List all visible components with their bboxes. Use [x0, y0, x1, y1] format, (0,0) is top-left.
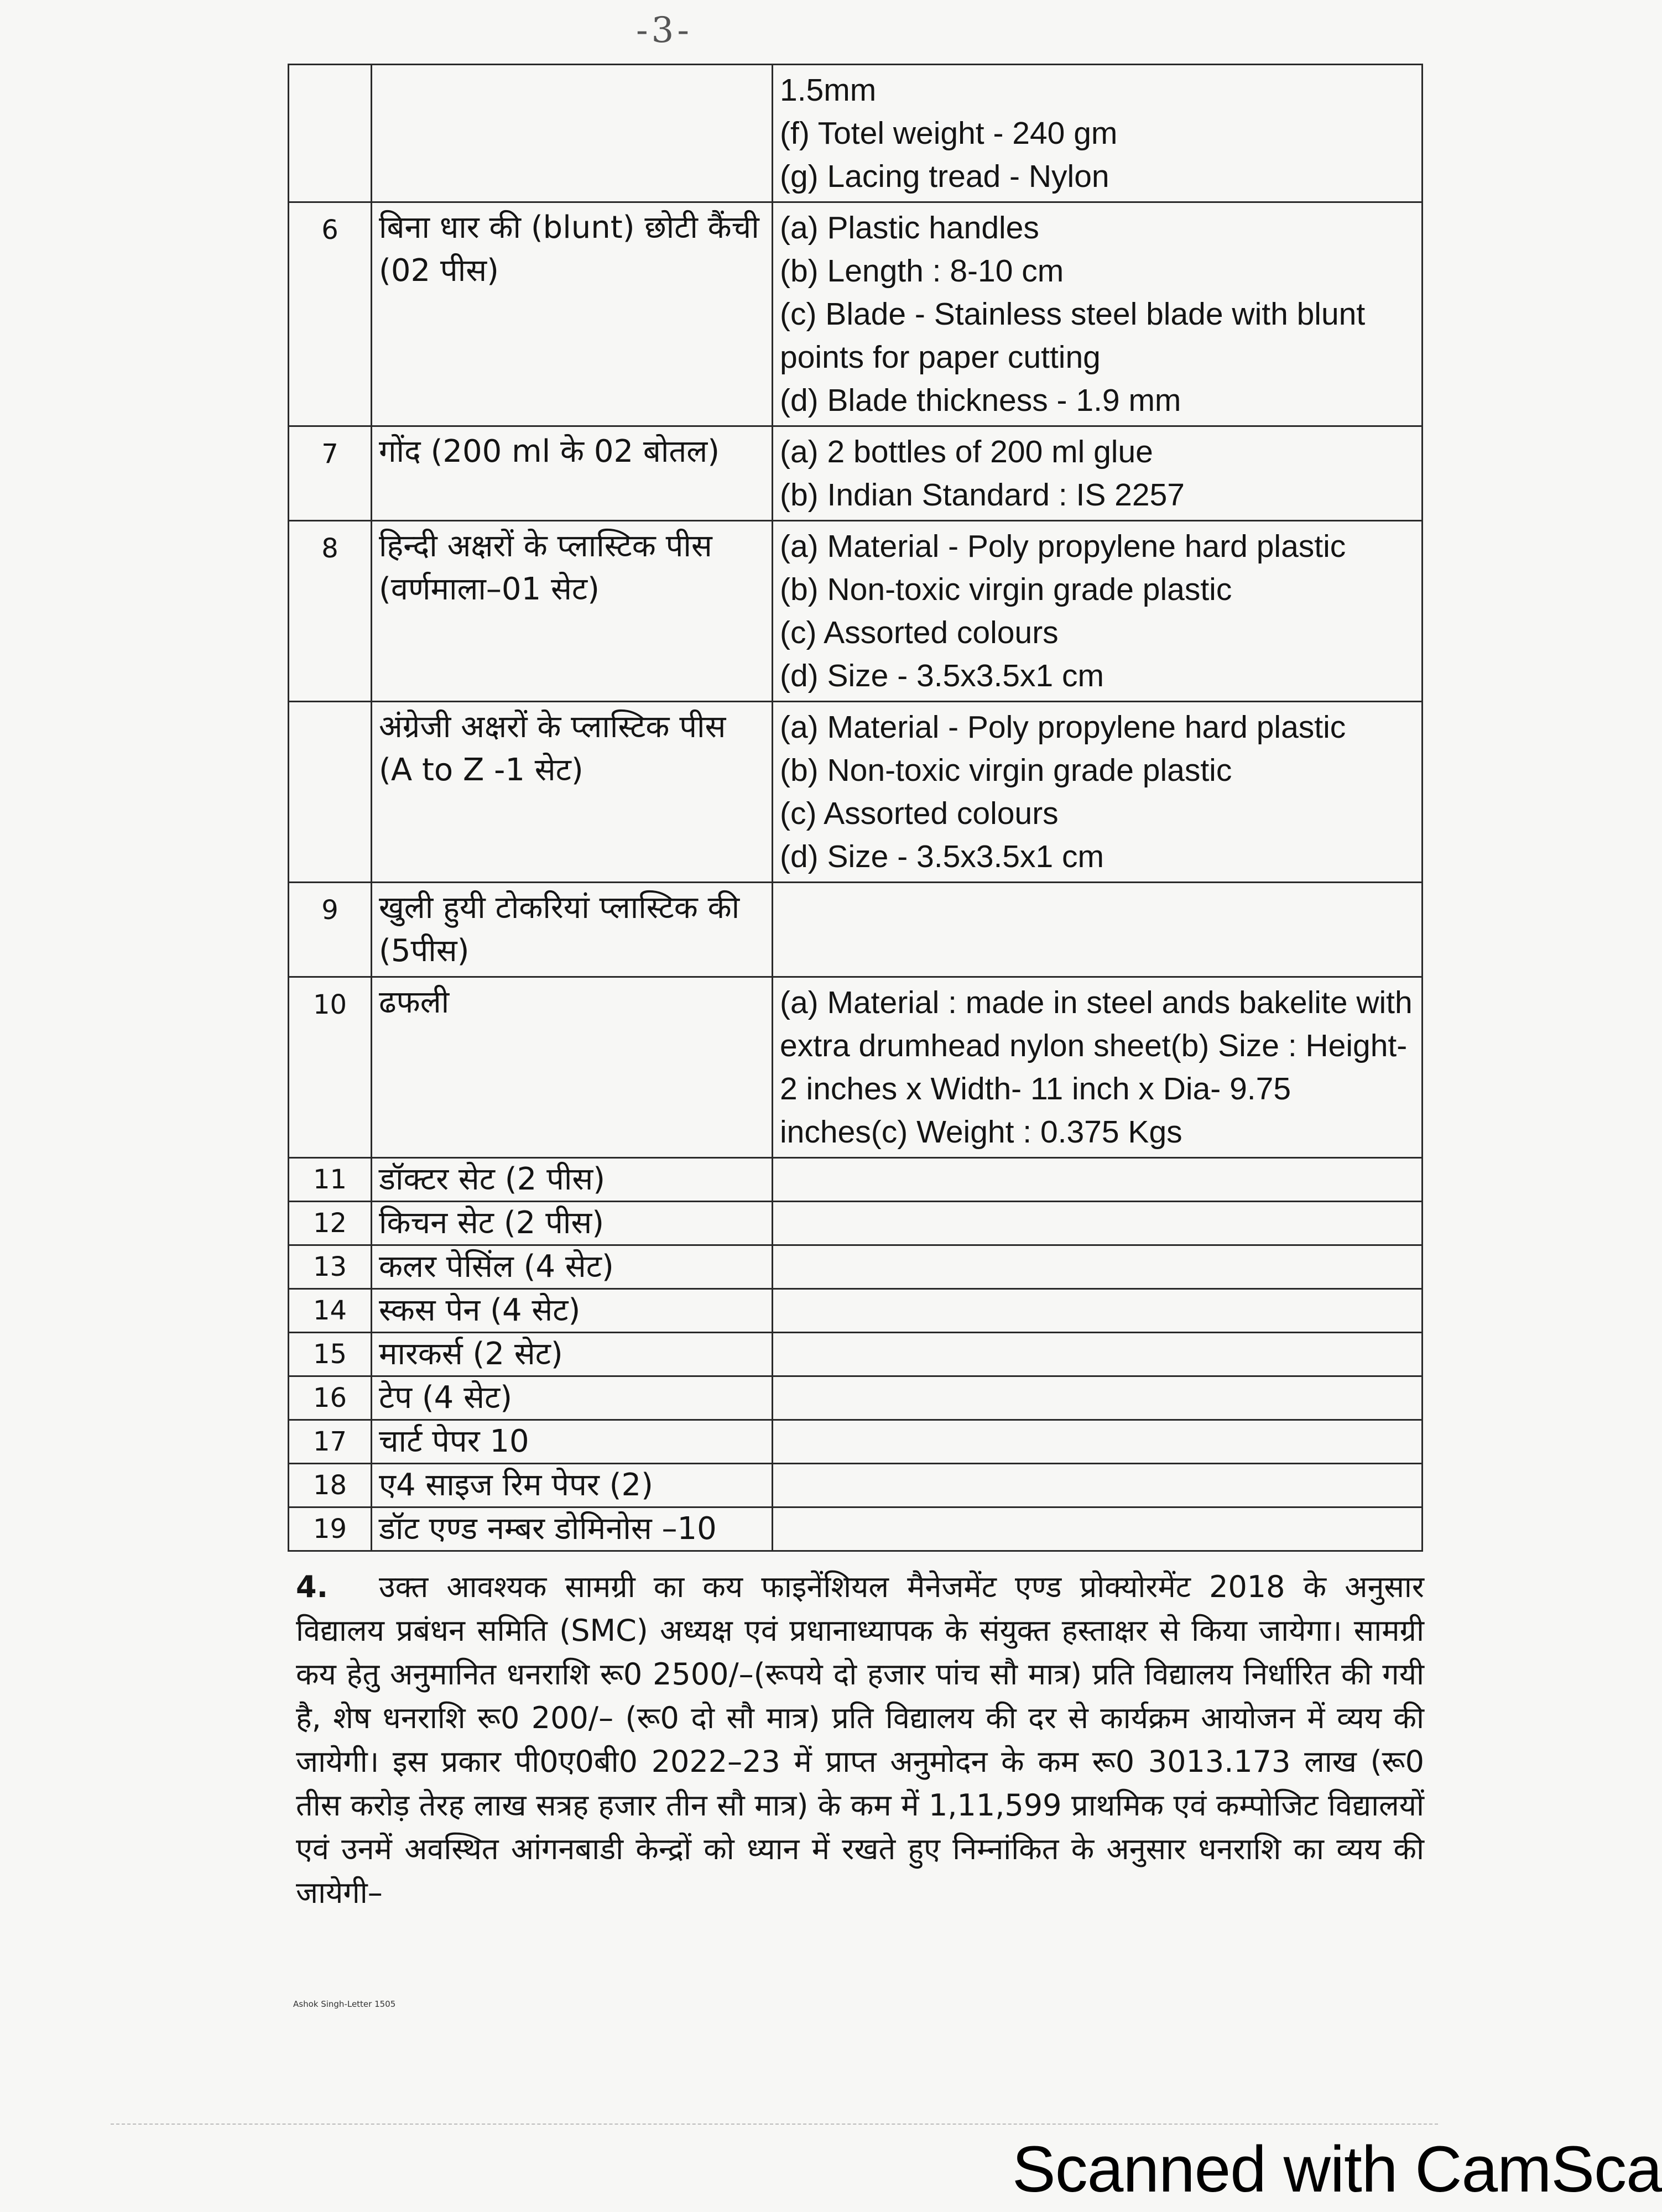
specification-cell [773, 1333, 1423, 1376]
item-name-cell [372, 1333, 773, 1376]
specification-cell [773, 521, 1423, 702]
specification-cell [773, 65, 1423, 202]
specification-line: (a) Plastic handles [780, 210, 1039, 246]
item-name-line: मारकर्स (2 सेट) [379, 1336, 563, 1372]
serial-number-cell [289, 65, 372, 202]
paragraph-4 [296, 1565, 1424, 1914]
specification-line: (c) Assorted colours [780, 796, 1059, 831]
serial-number-cell: 10 [289, 977, 372, 1158]
serial-number-cell: 13 [289, 1245, 372, 1289]
specification-cell [773, 1507, 1423, 1551]
table-row [289, 1333, 1423, 1376]
item-name-cell [372, 1158, 773, 1202]
specification-line: (b) Non-toxic virgin grade plastic [780, 753, 1232, 788]
specification-line: (d) Size - 3.5x3.5x1 cm [780, 658, 1104, 693]
specification-cell [773, 426, 1423, 521]
item-name-line: (A to Z -1 सेट) [379, 752, 583, 788]
item-name-cell [372, 977, 773, 1158]
serial-number-cell: 17 [289, 1420, 372, 1464]
specification-line: 1.5mm [780, 72, 877, 108]
item-name-cell [372, 65, 773, 202]
item-name-cell [372, 426, 773, 521]
specification-line: (c) Blade - Stainless steel blade with blunt [780, 296, 1366, 332]
table-row [289, 521, 1423, 702]
specification-cell [773, 1464, 1423, 1507]
specification-line: (c) Assorted colours [780, 615, 1059, 650]
page-number: -3- [636, 10, 692, 51]
item-name-line: टेप (4 सेट) [379, 1380, 513, 1416]
serial-number-cell [289, 702, 372, 883]
specification-cell [773, 1289, 1423, 1333]
item-name-line: स्कस पेन (4 सेट) [379, 1292, 581, 1328]
serial-number-cell: 8 [289, 521, 372, 702]
item-name-cell [372, 702, 773, 883]
item-name-line: कलर पेसिंल (4 सेट) [379, 1249, 614, 1285]
page-bottom-edge [111, 2124, 1438, 2125]
item-name-cell [372, 883, 773, 977]
specification-cell [773, 1202, 1423, 1245]
serial-number-cell: 15 [289, 1333, 372, 1376]
serial-number-cell: 7 [289, 426, 372, 521]
specification-line: points for paper cutting [780, 340, 1101, 375]
specification-line: (g) Lacing tread - Nylon [780, 159, 1109, 194]
scanner-watermark: Scanned with CamSca [1012, 2133, 1662, 2206]
table-row [289, 1245, 1423, 1289]
item-name-cell [372, 1464, 773, 1507]
table-row [289, 1376, 1423, 1420]
table-row [289, 977, 1423, 1158]
specification-cell [773, 977, 1423, 1158]
specification-line: (b) Length : 8-10 cm [780, 253, 1064, 289]
item-name-line: खुली हुयी टोकरियां प्लास्टिक की (5पीस) [379, 890, 740, 969]
serial-number-cell: 16 [289, 1376, 372, 1420]
item-name-line: किचन सेट (2 पीस) [379, 1205, 605, 1241]
serial-number-cell: 9 [289, 883, 372, 977]
table-row [289, 1420, 1423, 1464]
serial-number-cell: 19 [289, 1507, 372, 1551]
item-name-cell [372, 1507, 773, 1551]
specification-cell [773, 1158, 1423, 1202]
specification-line: (d) Blade thickness - 1.9 mm [780, 383, 1181, 418]
item-name-line: डॉक्टर सेट (2 पीस) [379, 1161, 606, 1197]
serial-number-cell: 14 [289, 1289, 372, 1333]
items-table [288, 64, 1423, 1552]
table-body [289, 65, 1423, 1551]
item-name-cell [372, 1289, 773, 1333]
table-row [289, 883, 1423, 977]
serial-number-cell: 11 [289, 1158, 372, 1202]
table-row [289, 1202, 1423, 1245]
serial-number-cell: 12 [289, 1202, 372, 1245]
item-name-line: अंग्रेजी अक्षरों के प्लास्टिक पीस [379, 709, 726, 745]
item-name-line: ए4 साइज रिम पेपर (2) [379, 1467, 653, 1503]
table-row [289, 202, 1423, 426]
table-row [289, 1289, 1423, 1333]
specification-line: (b) Non-toxic virgin grade plastic [780, 572, 1232, 607]
item-name-line: डॉट एण्ड नम्बर डोमिनोस –10 [379, 1511, 717, 1547]
item-name-cell [372, 202, 773, 426]
serial-number-cell: 18 [289, 1464, 372, 1507]
table-row [289, 1464, 1423, 1507]
specification-line: (d) Size - 3.5x3.5x1 cm [780, 839, 1104, 874]
paragraph-number: 4. [296, 1569, 329, 1604]
specification-line: (b) Indian Standard : IS 2257 [780, 477, 1185, 513]
specification-line: (f) Totel weight - 240 gm [780, 116, 1118, 151]
specification-cell [773, 1420, 1423, 1464]
item-name-line: चार्ट पेपर 10 [379, 1423, 529, 1459]
item-name-line: हिन्दी अक्षरों के प्लास्टिक पीस (वर्णमाला–01 सेट) [379, 528, 712, 607]
specification-cell [773, 702, 1423, 883]
footer-reference: Ashok Singh-Letter 1505 [293, 1999, 396, 2009]
specification-cell [773, 883, 1423, 977]
specification-line: (a) 2 bottles of 200 ml glue [780, 434, 1153, 469]
item-name-cell [372, 1376, 773, 1420]
item-name-cell [372, 1245, 773, 1289]
item-name-line: ढफली [379, 984, 450, 1020]
item-name-line: (02 पीस) [379, 253, 499, 289]
table-row [289, 65, 1423, 202]
paragraph-text: उक्त आवश्यक सामग्री का कय फाइनेंशियल मैनेजमेंट एण्ड प्रोक्योरमेंट 2018 के अनुसार विद्यालय प्रबंधन समिति (SMC) अध्यक्ष एवं प्रधानाध्यापक के संयुक्त हस्ताक्षर से किया जायेगा। सामग्री कय हेतु अनुमानित धनराशि रू0 2500/–(रूपये दो हजार पांच सौ मात्र) प्रति विद्यालय निर्धारित की गयी है, शेष धनराशि रू0 200/– (रू0 दो सौ मात्र) प्रति विद्यालय की दर से कार्यक्रम आयोजन में व्यय की जायेगी। इस प्रकार पी0ए0बी0 2022–23 में प्राप्त अनुमोदन के कम रू0 3013.173 लाख (रू0 तीस करोड़ तेरह लाख सत्रह हजार तीन सौ मात्र) के कम में 1,11,599 प्राथमिक एवं कम्पोजिट विद्यालयों एवं उनमें अवस्थित आंगनबाडी केन्द्रों को ध्यान में रखते हुए निम्नांकित के अनुसार धनराशि का व्यय की जायेगी– [296, 1569, 1424, 1910]
specification-line: (a) Material - Poly propylene hard plastic [780, 709, 1346, 745]
item-name-cell [372, 1202, 773, 1245]
specification-cell [773, 1245, 1423, 1289]
item-name-line: बिना धार की (blunt) छोटी कैंची [379, 210, 759, 246]
table-row [289, 426, 1423, 521]
table-row [289, 702, 1423, 883]
specification-line: (a) Material : made in steel ands bakelite with extra drumhead nylon sheet(b) Size : Height- 2 inches x Width- 11 inch x Dia- 9.75 inches(c) Weight : 0.375 Kgs [780, 985, 1413, 1150]
table-row [289, 1507, 1423, 1551]
serial-number-cell: 6 [289, 202, 372, 426]
item-name-cell [372, 1420, 773, 1464]
item-name-line: गोंद (200 ml के 02 बोतल) [379, 434, 720, 469]
table-row [289, 1158, 1423, 1202]
specification-cell [773, 202, 1423, 426]
item-name-cell [372, 521, 773, 702]
specification-cell [773, 1376, 1423, 1420]
specification-line: (a) Material - Poly propylene hard plastic [780, 529, 1346, 564]
